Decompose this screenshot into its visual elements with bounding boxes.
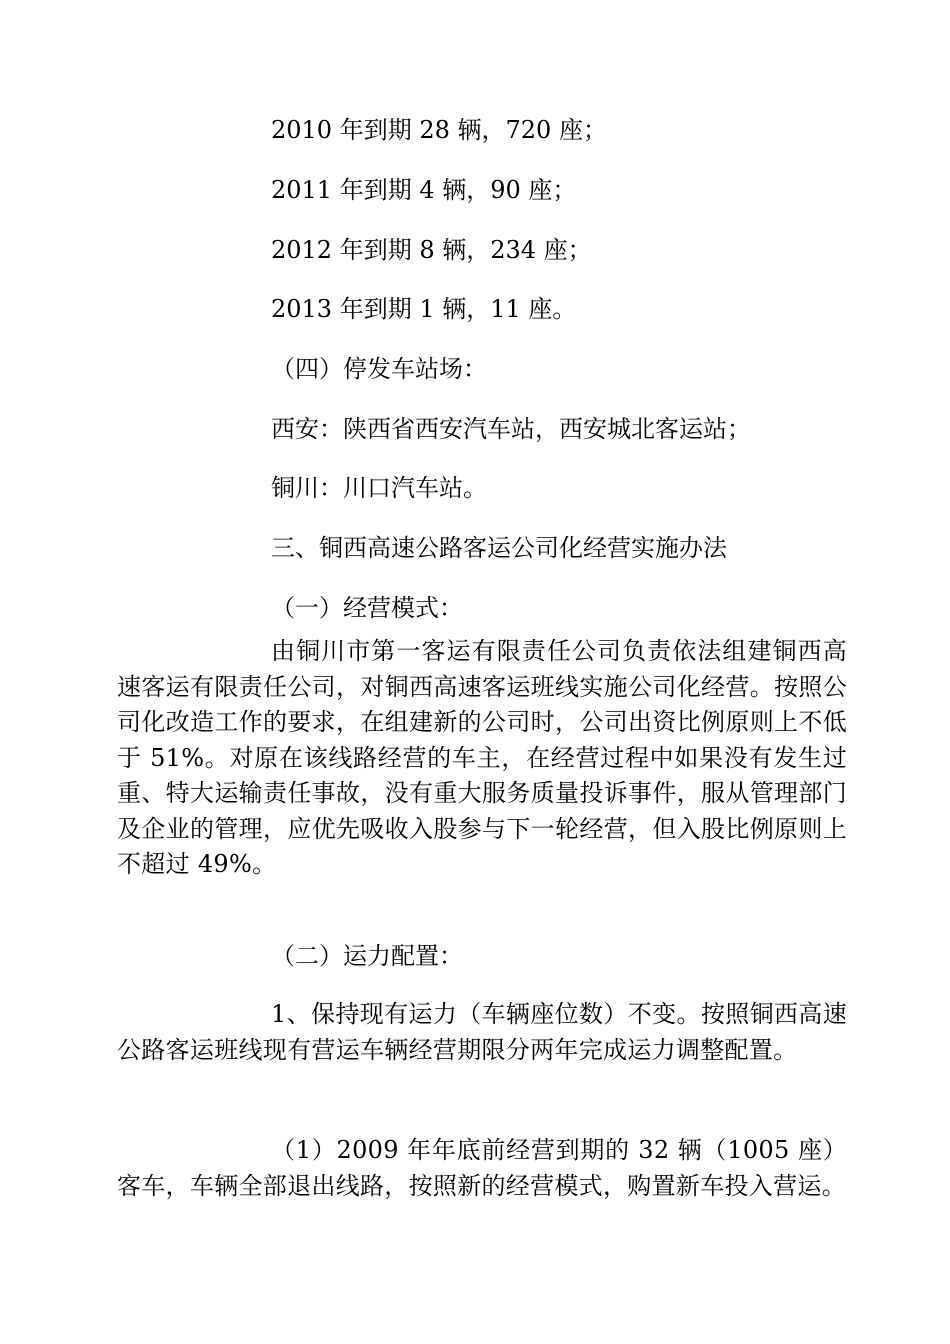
section-heading-stations: （四）停发车站场： [271,355,487,383]
section-heading-three: 三、铜西高速公路客运公司化经营实施办法 [271,534,727,562]
expiry-2012-line: 2012 年到期 8 辆，234 座； [271,236,592,264]
paragraph-operation-mode: 由铜川市第一客运有限责任公司负责依法组建铜西高速客运有限责任公司，对铜西高速客运班线实施公司化经营。按照公司化改造工作的要求，在组建新的公司时，公司出资比例原则上不低于 51%。对原在该线路经营的车主，在经营过程中如果没有发生过重、特大运输责任事故，没有重大服务质量投诉事件，服从管理部门及企业的管理，应优先吸收入股参与下一轮经营，但入股比例原则上不超过 49%。 [117,637,847,878]
expiry-2011-line: 2011 年到期 4 辆，90 座； [271,176,577,204]
expiry-2013-line: 2013 年到期 1 辆，11 座。 [271,295,577,323]
paragraph-capacity-item-1-1: （1）2009 年年底前经营到期的 32 辆（1005 座）客车，车辆全部退出线路，按照新的经营模式，购置新车投入营运。 [117,1136,847,1200]
section-heading-operation-mode: （一）经营模式： [271,594,463,622]
station-tongchuan-line: 铜川：川口汽车站。 [271,474,487,502]
paragraph-capacity-item-1: 1、保持现有运力（车辆座位数）不变。按照铜西高速公路客运班线现有营运车辆经营期限分两年完成运力调整配置。 [117,1000,847,1064]
expiry-2010-line: 2010 年到期 28 辆，720 座； [271,116,607,144]
section-heading-capacity: （二）运力配置： [271,942,463,970]
station-xian-line: 西安：陕西省西安汽车站，西安城北客运站； [271,415,751,443]
